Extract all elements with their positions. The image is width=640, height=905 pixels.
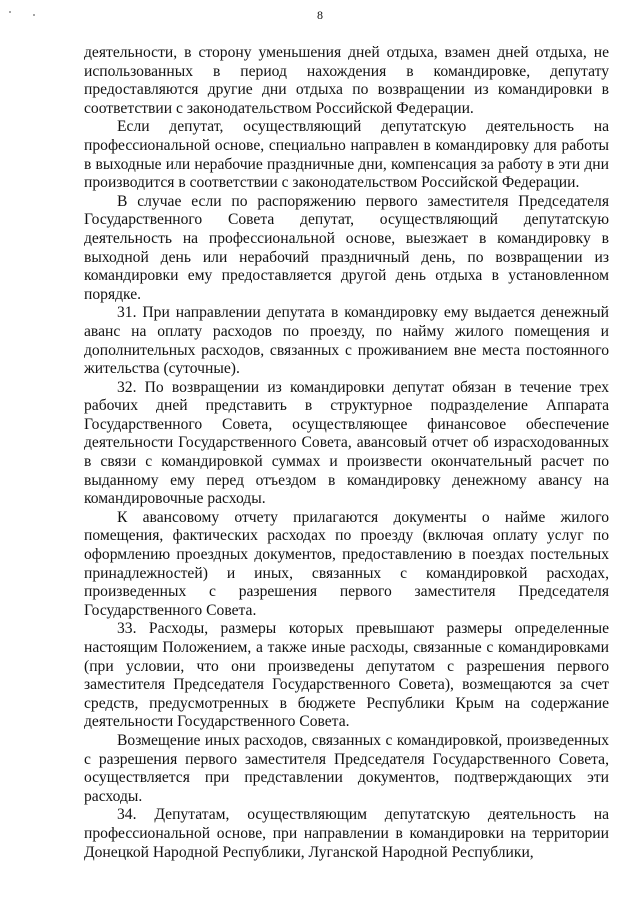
paragraph-advance-report-documents: К авансовому отчету прилагаются документы о найме жилого помещения, фактических расходах по проезду (включая оплату услуг по оформлению проездных документов, предоставлению в поездах постельных принадлежностей) и иных, связанных с командировкой расходах, произведенных с разрешения первого заместителя Председателя Государственного Совета. — [84, 508, 609, 619]
document-body — [84, 44, 609, 862]
paragraph-clause-34: 34. Депутатам, осуществляющим депутатскую деятельность на профессиональной основе, при направлении в командировки на территории Донецкой Народной Республики, Луганской Народной Республики, — [84, 806, 609, 861]
paragraph-clause-31: 31. При направлении депутата в командировку ему выдается денежный аванс на оплату расходов по проезду, по найму жилого помещения и дополнительных расходов, связанных с проживанием вне места постоянного жительства (суточные). — [84, 304, 609, 378]
paragraph-weekend-work: Если депутат, осуществляющий депутатскую деятельность на профессиональной основе, специально направлен в командировку для работы в выходные или нерабочие праздничные дни, компенсация за работу в эти дни производится в соответствии с законодательством Российской Федерации. — [84, 118, 609, 192]
paragraph-continuation: деятельности, в сторону уменьшения дней отдыха, взамен дней отдыха, не использованных в период нахождения в командировке, депутату предоставляются другие дни отдыха по возвращении из командировки в соответствии с законодательством Российской Федерации. — [84, 44, 609, 117]
paragraph-clause-32: 32. По возвращении из командировки депутат обязан в течение трех рабочих дней представить в структурное подразделение Аппарата Государственного Совета, осуществляющее финансовое обеспечение деятельности Государственного Совета, авансовый отчет об израсходованных в связи с командировкой суммах и произвести окончательный расчет по выданному ему перед отъездом в командировку денежному авансу на командировочные расходы. — [84, 378, 609, 508]
paragraph-weekend-departure: В случае если по распоряжению первого заместителя Председателя Государственного Совета депутат, осуществляющий депутатскую деятельность на профессиональной основе, выезжает в командировку в выходной день или нерабочий праздничный день, по возвращении из командировки ему предоставляется другой день отдыха в установленном порядке. — [84, 192, 609, 303]
paragraph-other-expenses: Возмещение иных расходов, связанных с командировкой, произведенных с разрешения первого заместителя Председателя Государственного Совета, осуществляется при представлении документов, подтверждающих эти расходы. — [84, 731, 609, 805]
page-number: 8 — [317, 8, 323, 22]
paragraph-clause-33: 33. Расходы, размеры которых превышают размеры определенные настоящим Положением, а также иные расходы, связанные с командировками (при условии, что они произведены депутатом с разрешения первого заместителя Председателя Государственного Совета), возмещаются за счет средств, предусмотренных в бюджете Республики Крым на содержание деятельности Государственного Совета. — [84, 620, 609, 731]
